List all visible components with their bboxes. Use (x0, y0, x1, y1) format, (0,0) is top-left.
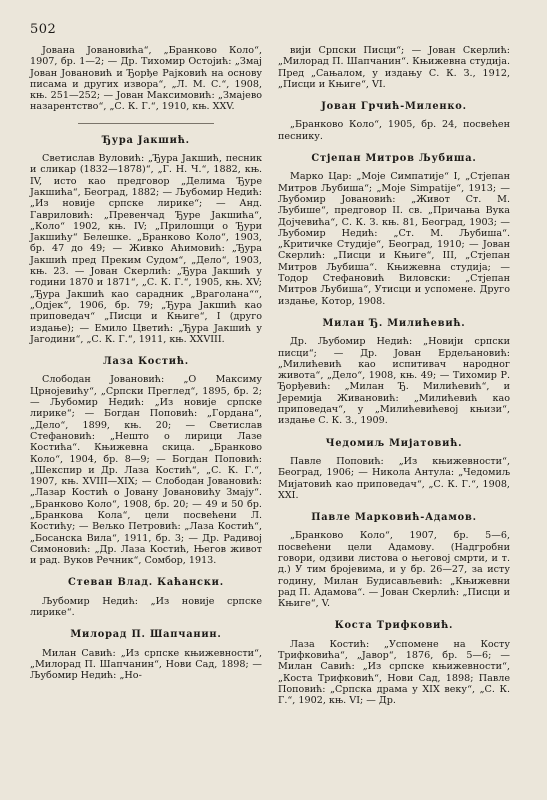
entry-markovic-adamov (278, 512, 510, 609)
entry-heading: Стеван Влад. Каћански. (68, 577, 224, 589)
entry-text: Јована Јовановића“, „Бранково Коло“, 1907, бр. 1—2; — Др. Тихомир Остојић: „Змај Јован Јовановић и Ђорђе Рајковић на основу писама и других извора“, „Л. М. С.“, 1908, књ. 251—252; — Јован Максимовић: „Змајево назарентство“, „С. К. Г.“, 1910, књ. XXV. (30, 45, 262, 113)
entry-ljubisa (278, 153, 510, 307)
entry-text: Лаза Костић: „Успомене на Косту Трифковића“, „Јавор“, 1876, бр. 5—6; — Милан Савић: „Из српске књижевности“, „Коста Трифковић“, Нови Сад, 1898; Павле Поповић: „Српска драма у XIX веку“, „С. К. Г.“, 1902, књ. VI; — Др. (278, 638, 510, 707)
entry-text: Др. Љубомир Недић: „Новији српски писци“; — Др. Јован Ердељановић: „Милићевић као испитивач народног живота“, „Дело“, 1908, књ. 49; — Тихомир Р. Ђорђевић: „Милан Ђ. Милићевић“, и Јеремија Живановић: „Милићевић као приповедач“, у „Милићевићевој књизи“, издање С. К. З., 1909. (278, 336, 510, 427)
entry-heading: Чедомиљ Мијатовић. (325, 437, 463, 449)
left-column (30, 45, 262, 682)
entry-kacanski (30, 577, 262, 618)
right-column (278, 45, 510, 707)
entry-text: Павле Поповић: „Из књижевности“, Београд, 1906; — Никола Антула: „Чедомиљ Мијатовић као приповедач“, „С. К. Г.“, 1908, XXI. (278, 455, 510, 501)
entry-heading: Лаза Костић. (103, 356, 189, 368)
page-number: 502 (30, 22, 57, 37)
divider (78, 123, 214, 124)
entry-djura-jaksic (30, 135, 262, 345)
entry-text: Светислав Вуловић: „Ђура Јакшић, песник и сликар (1832—1878)“, „Г. Н. Ч.“, 1882, књ. IV, исто као предговор „Делима Ђуре Јакшића“, Београд, 1882; — Љубомир Недић: „Из новије српске лирике“; — Анд. Гавриловић: „Превенчад Ђуре Јакшића“, „Коло“ 1902, књ. IV; „Прилошци о Ђури Јакшићу“ Белешке. „Бранково Коло“, 1903, бр. 47 до 49; — Живко Аћимовић: „Ђура Јакшић пред Преким Судом“, „Дело“, 1903, књ. 23. — Јован Скерлић: „Ђура Јакшић у години 1870 и 1871“, „С. К. Г.“, 1905, књ. XV; „Ђура Јакшић као сарадник „Враголана““, „Одјек“, 1906, бр. 79; „Ђура Јакшић као приповедач“ „Писци и Књиге“, I (друго издање); — Емило Цветић: „Ђура Јакшић у Јагодини“, „С. К. Г.“, 1911, књ. XXVIII. (30, 153, 262, 345)
entry-heading: Ђура Јакшић. (102, 134, 190, 146)
entry-heading: Стјепан Митров Љубиша. (311, 153, 477, 165)
entry-text: Марко Цар: „Моје Симпатије“ I, „Стјепан Митров Љубиша“; „Моје Simpatije“, 1913; — Љубомир Јовановић: „Живот Ст. М. Љубише“, предговор II. св. „Причања Вука Дојчевића“, С. К. З. књ. 81, Београд, 1903; — Љубомир Недић: „Ст. М. Љубиша“. „Критичке Студије“, Београд, 1910; — Јован Скерлић: „Писци и Књиге“, III, „Стјепан Митров Љубиша“. Књижевна студија; — Тодор Стефановић Виловски: „Стјепан Митров Љубиша“, Утисци и успомене. Друго издање, Котор, 1908. (278, 171, 510, 307)
entry-continuation (30, 45, 262, 113)
entry-text: Љубомир Недић: „Из новије српске лирике“. (30, 595, 262, 619)
entry-laza-kostic (30, 356, 262, 566)
entry-text: Слободан Јовановић: „О Максиму Црнојевићу“, „Српски Преглед“, 1895, бр. 2; — Љубомир Недић: „Из новије српске лирике“; — Богдан Поповић: „Гордана“, „Дело“, 1899, књ. 20; — Светислав Стефановић: „Нешто о лирици Лазе Костића“. Књижевна скица. „Бранково Коло“, 1904, бр. 8—9; — Богдан Поповић: „Шекспир и Др. Лаза Костић“, „С. К. Г.“, 1907, књ. XVIII—XIX; — Слободан Јовановић: „Лазар Костић о Јовану Јовановићу Змају“. „Бранково Коло“, 1908, бр. 20; — 49 и 50 бр. „Бранкова Кола“, цели посвећени Л. Костићу; — Вељко Петровић: „Лаза Костић“, „Босанска Вила“, 1911, бр. 3; — Др. Радивој Симоновић: „Др. Лаза Костић, Његов живот и рад. Вуков Речник“, Сомбор, 1913. (30, 374, 262, 567)
entry-milicevic (278, 318, 510, 427)
entry-text: Милан Савић: „Из српске књижевности“, „Милорад П. Шапчанин“, Нови Сад, 1898; — Љубомир Недић: „Но- (30, 647, 262, 682)
entry-heading: Милан Ђ. Милићевић. (322, 317, 466, 329)
entry-mijatovic (278, 438, 510, 501)
entry-heading: Јован Грчић-Миленко. (321, 101, 467, 113)
entry-text: вији Српски Писци“; — Јован Скерлић: „Милорад П. Шапчанин“. Књижевна студија. Пред „Сањалом, у издању С. К. З., 1912, „Писци и Књиге“, VI. (278, 45, 510, 90)
entry-text: „Бранково Коло“, 1907, бр. 5—6, посвећени цели Адамову. (Надгробни говори, одзиви листова о његовој смрти, и т. д.) У тим бројевима, и у бр. 26—27, за исту годину, Милан Будисављевић: „Књижевни рад П. Адамова“. — Јован Скерлић: „Писци и Књиге“, V. (278, 530, 510, 610)
entry-grcic-milenko (278, 101, 510, 142)
entry-text: „Бранково Коло“, 1905, бр. 24, посвећен песнику. (278, 119, 510, 142)
entry-heading: Коста Трифковић. (334, 620, 454, 632)
entry-heading: Павле Марковић-Адамов. (311, 512, 477, 524)
entry-continuation (278, 45, 510, 90)
entry-heading: Милорад П. Шапчанин. (70, 629, 222, 641)
entry-trifkovic (278, 620, 510, 706)
entry-sapcanin (30, 629, 262, 681)
